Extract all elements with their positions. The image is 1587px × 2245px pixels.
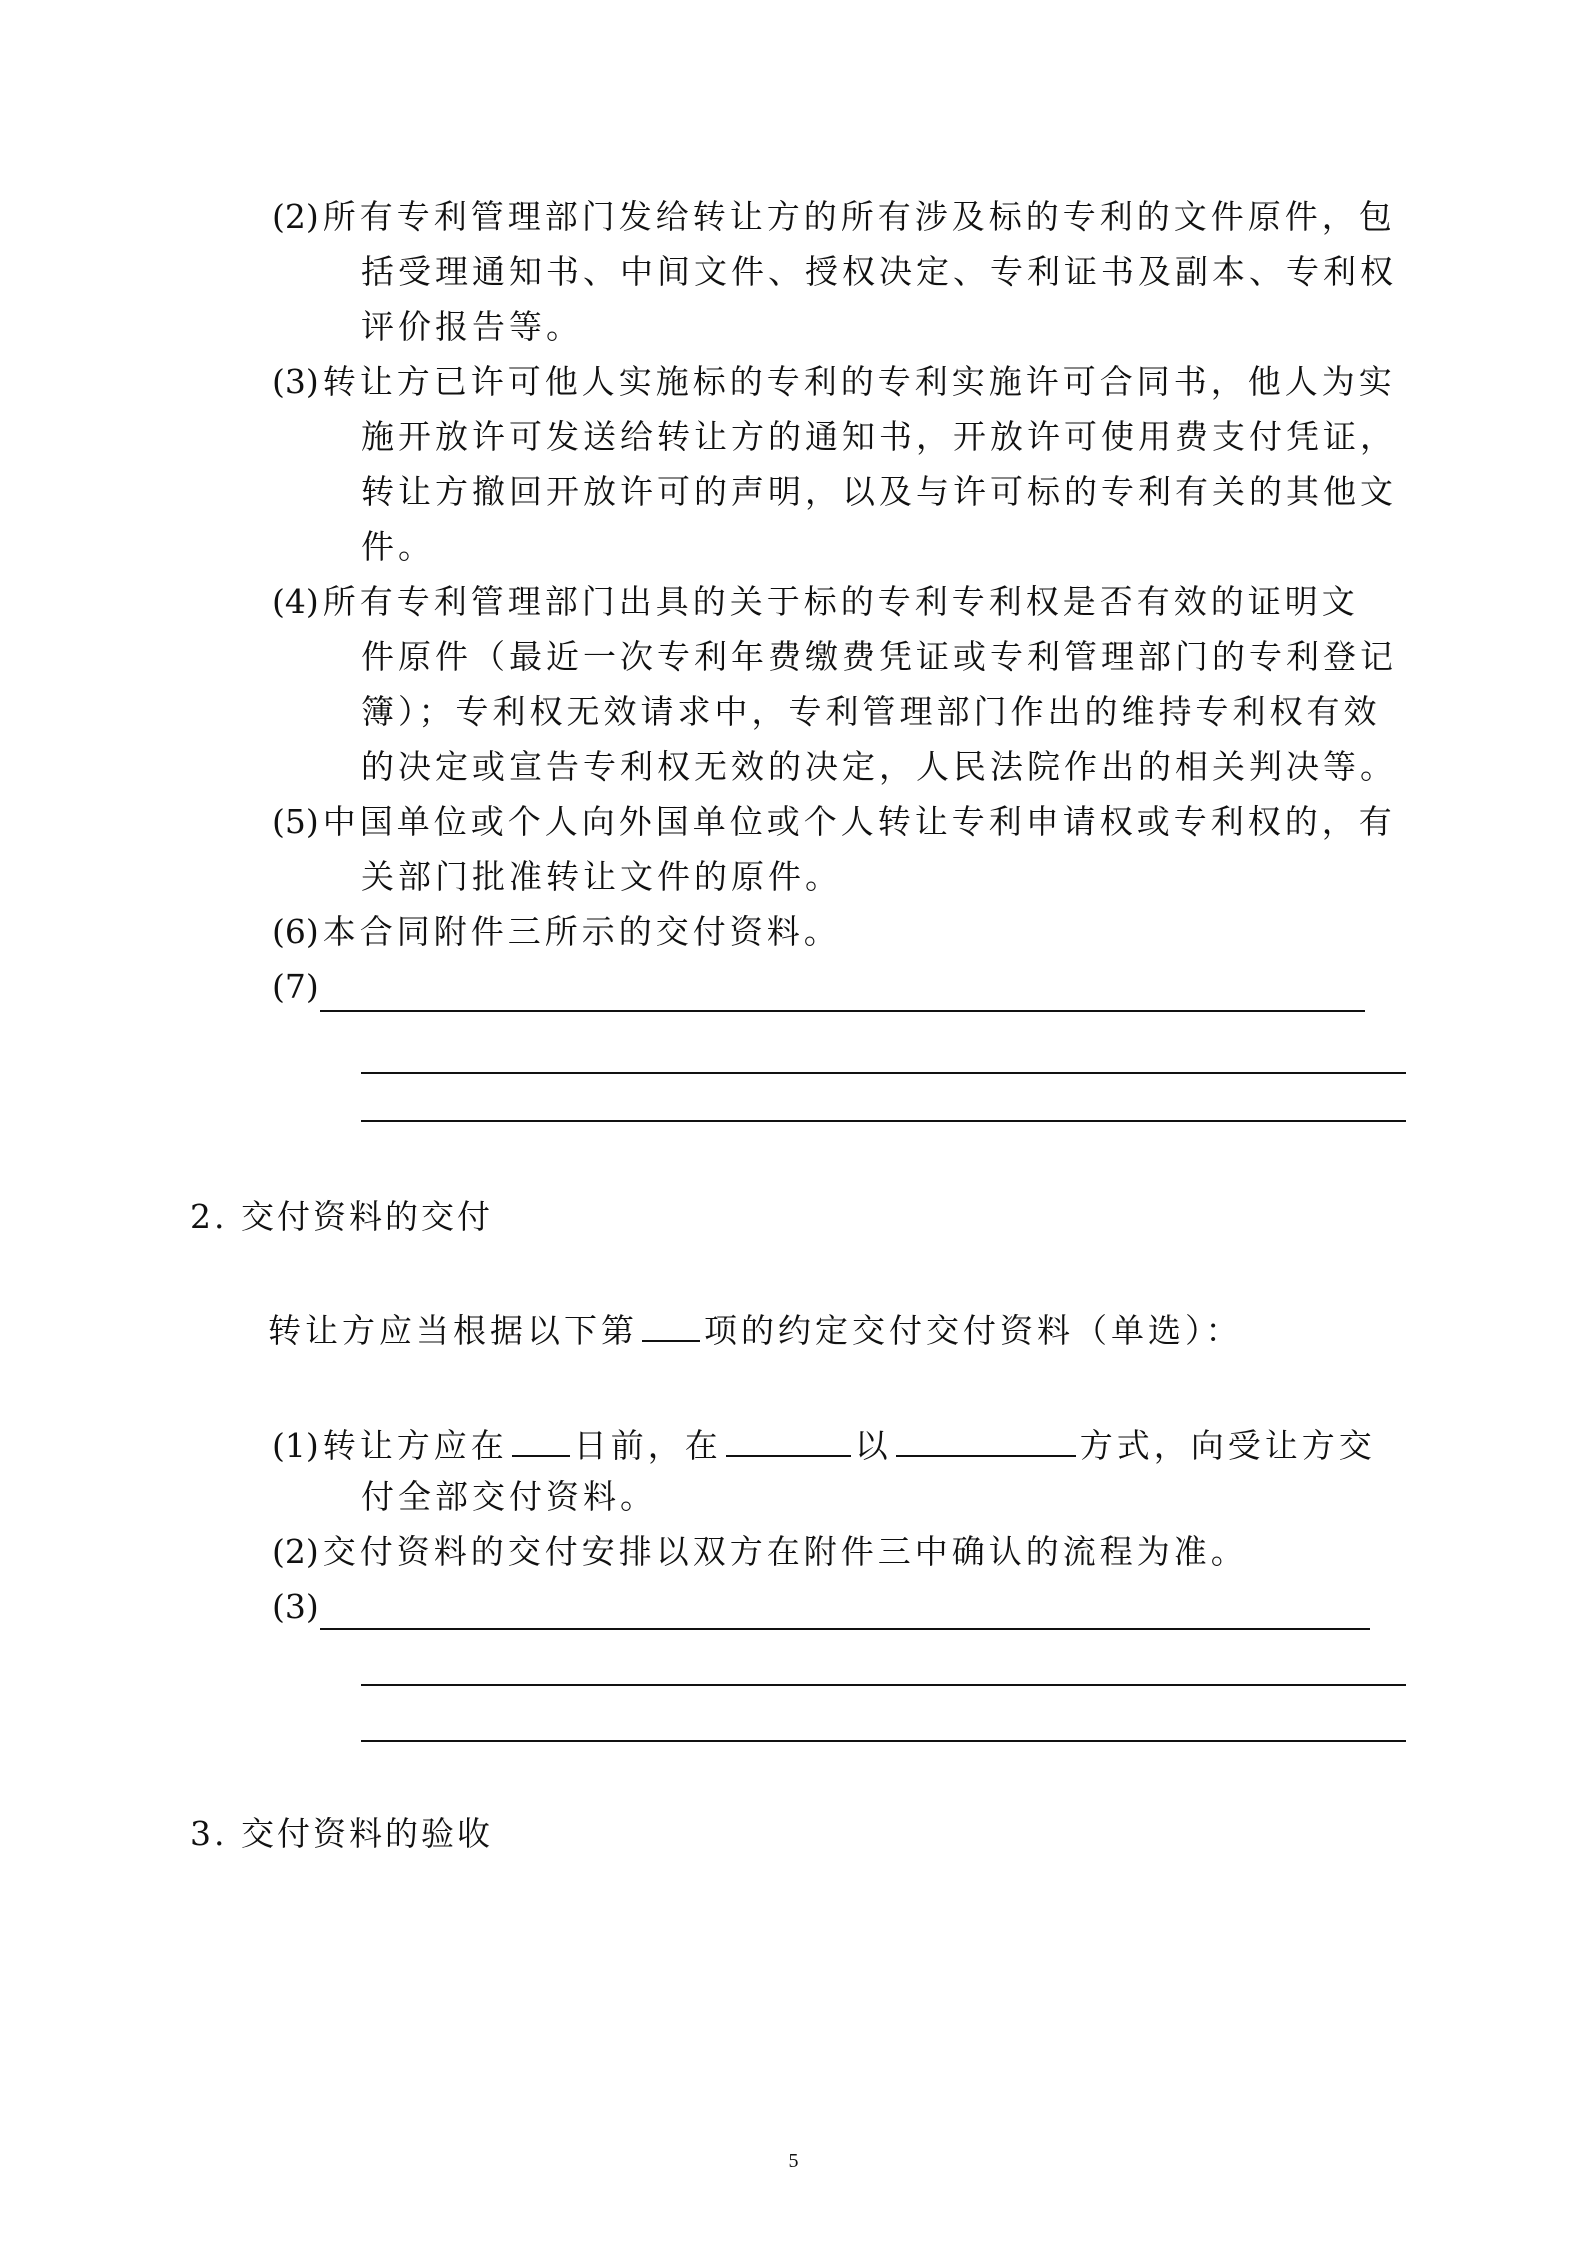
item-2-line-2: 括受理通知书、中间文件、授权决定、专利证书及副本、专利权: [361, 252, 1397, 291]
option-3-number: (3): [272, 1587, 319, 1626]
item-5-line-2: 关部门批准转让文件的原件。: [361, 857, 842, 896]
item-2-line-1: [272, 197, 1396, 236]
section-3-heading: 3. 交付资料的验收: [190, 1814, 493, 1853]
option-3-blank-line-1[interactable]: [320, 1628, 1370, 1630]
option-1-text-c: 以: [854, 1426, 892, 1465]
item-choice-blank[interactable]: [642, 1310, 700, 1342]
option-1-line-2: 付全部交付资料。: [361, 1477, 657, 1516]
item-3-line-2: 施开放许可发送给转让方的通知书，开放许可使用费支付凭证，: [361, 417, 1397, 456]
item-5-line-1: [272, 802, 1396, 841]
item-4-line-4: 的决定或宣告专利权无效的决定，人民法院作出的相关判决等。: [361, 747, 1397, 786]
item-3-line-3: 转让方撤回开放许可的声明，以及与许可标的专利有关的其他文: [361, 472, 1397, 511]
option-1-text-d: 方式，向受让方交: [1079, 1426, 1376, 1465]
item-7-blank-line-3[interactable]: [361, 1120, 1406, 1122]
option-1-number: (1): [272, 1426, 319, 1465]
item-7-blank-line-1[interactable]: [320, 1010, 1365, 1012]
item-3-text-1: 转让方已许可他人实施标的专利的专利实施许可合同书，他人为实: [322, 362, 1396, 401]
option-1-text-a: 转让方应在: [322, 1426, 508, 1465]
option-3-blank-line-3[interactable]: [361, 1740, 1406, 1742]
page-number: 5: [788, 2150, 799, 2172]
item-4-line-2: 件原件（最近一次专利年费缴费凭证或专利管理部门的专利登记: [361, 637, 1397, 676]
date-blank[interactable]: [512, 1425, 570, 1457]
item-6-number: (6): [272, 912, 319, 951]
item-5-text-1: 中国单位或个人向外国单位或个人转让专利申请权或专利权的，有: [322, 802, 1396, 841]
section-2-intro: [268, 1310, 1243, 1350]
option-2-text-1: 交付资料的交付安排以双方在附件三中确认的流程为准。: [322, 1532, 1248, 1571]
item-3-line-4: 件。: [361, 527, 435, 566]
item-7-line-1: [272, 967, 323, 1006]
item-4-line-1: [272, 582, 1359, 621]
option-3-line-1: [272, 1587, 323, 1626]
item-2-line-3: 评价报告等。: [361, 307, 583, 346]
item-7-number: (7): [272, 967, 319, 1006]
item-6-text-1: 本合同附件三所示的交付资料。: [322, 912, 841, 951]
option-2-number: (2): [272, 1532, 319, 1571]
place-blank[interactable]: [726, 1425, 851, 1457]
item-6-line-1: [272, 912, 841, 951]
section-2-intro-text-b: 项的约定交付交付资料（单选）：: [704, 1311, 1243, 1350]
item-7-blank-line-2[interactable]: [361, 1072, 1406, 1074]
option-3-blank-line-2[interactable]: [361, 1684, 1406, 1686]
item-4-number: (4): [272, 582, 319, 621]
item-4-line-3: 簿）；专利权无效请求中，专利管理部门作出的维持专利权有效: [361, 692, 1381, 731]
item-2-text-1: 所有专利管理部门发给转让方的所有涉及标的专利的文件原件，包: [322, 197, 1396, 236]
item-3-line-1: [272, 362, 1396, 401]
item-5-number: (5): [272, 802, 319, 841]
method-blank[interactable]: [896, 1425, 1076, 1457]
option-2-line-1: [272, 1532, 1248, 1571]
option-1-text-b: 日前，在: [573, 1426, 722, 1465]
section-2-intro-text-a: 转让方应当根据以下第: [268, 1311, 638, 1350]
item-4-text-1: 所有专利管理部门出具的关于标的专利专利权是否有效的证明文: [322, 582, 1359, 621]
option-1-line-1: [272, 1425, 1376, 1465]
item-2-number: (2): [272, 197, 319, 236]
section-2-heading: 2. 交付资料的交付: [190, 1197, 493, 1236]
item-3-number: (3): [272, 362, 319, 401]
